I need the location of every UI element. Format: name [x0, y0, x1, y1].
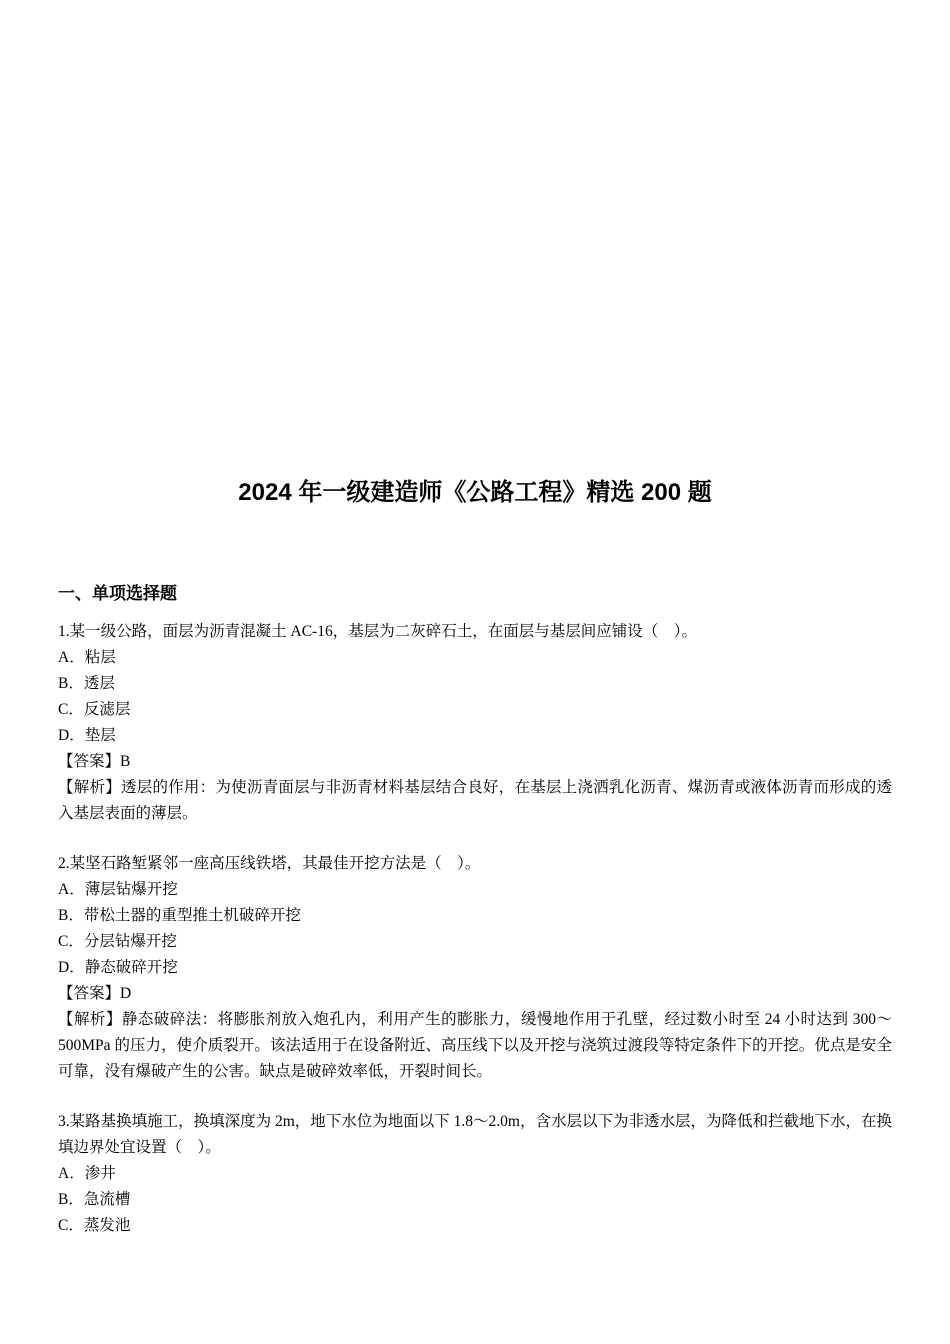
question-2-option-b: B．带松土器的重型推土机破碎开挖: [58, 907, 301, 924]
question-2-stem: 2.某坚石路堑紧邻一座高压线铁塔，其最佳开挖方法是（ ）。: [58, 855, 481, 872]
question-1-option-b: B．透层: [58, 675, 115, 692]
question-1-stem: 1.某一级公路，面层为沥青混凝土 AC-16，基层为二灰碎石土，在面层与基层间应铺设（ ）。: [58, 623, 697, 640]
question-2-option-d: D．静态破碎开挖: [58, 959, 178, 976]
question-1-answer: 【答案】B: [58, 753, 131, 770]
question-1-option-a: A．粘层: [58, 649, 116, 666]
question-2: [58, 851, 892, 1085]
question-1-option-d: D．垫层: [58, 727, 116, 744]
question-2-answer: 【答案】D: [58, 985, 132, 1002]
question-2-analysis: 【解析】静态破碎法：将膨胀剂放入炮孔内，利用产生的膨胀力，缓慢地作用于孔壁，经过数小时至 24 小时达到 300～500MPa 的压力，使介质裂开。该法适用于在设备附近、高压线下以及开挖与浇筑过渡段等特定条件下的开挖。优点是安全可靠，没有爆破产生的公害。缺点是破碎效率低，开裂时间长。: [58, 1011, 892, 1080]
question-3-option-b: B．急流槽: [58, 1191, 131, 1208]
question-2-option-c: C．分层钻爆开挖: [58, 933, 177, 950]
question-3: [58, 1109, 892, 1239]
question-1: [58, 619, 892, 827]
section-heading: 一、单项选择题: [58, 584, 177, 603]
question-3-option-c: C．蒸发池: [58, 1217, 131, 1234]
question-3-option-a: A．渗井: [58, 1165, 116, 1182]
question-1-option-c: C．反滤层: [58, 701, 131, 718]
question-1-analysis: 【解析】透层的作用：为使沥青面层与非沥青材料基层结合良好，在基层上浇洒乳化沥青、煤沥青或液体沥青而形成的透入基层表面的薄层。: [58, 779, 892, 822]
question-2-option-a: A．薄层钻爆开挖: [58, 881, 178, 898]
question-3-stem: 3.某路基换填施工，换填深度为 2m，地下水位为地面以下 1.8～2.0m，含水层以下为非透水层，为降低和拦截地下水，在换填边界处宜设置（ ）。: [58, 1113, 892, 1156]
document-title: 2024 年一级建造师《公路工程》精选 200 题: [238, 479, 712, 506]
